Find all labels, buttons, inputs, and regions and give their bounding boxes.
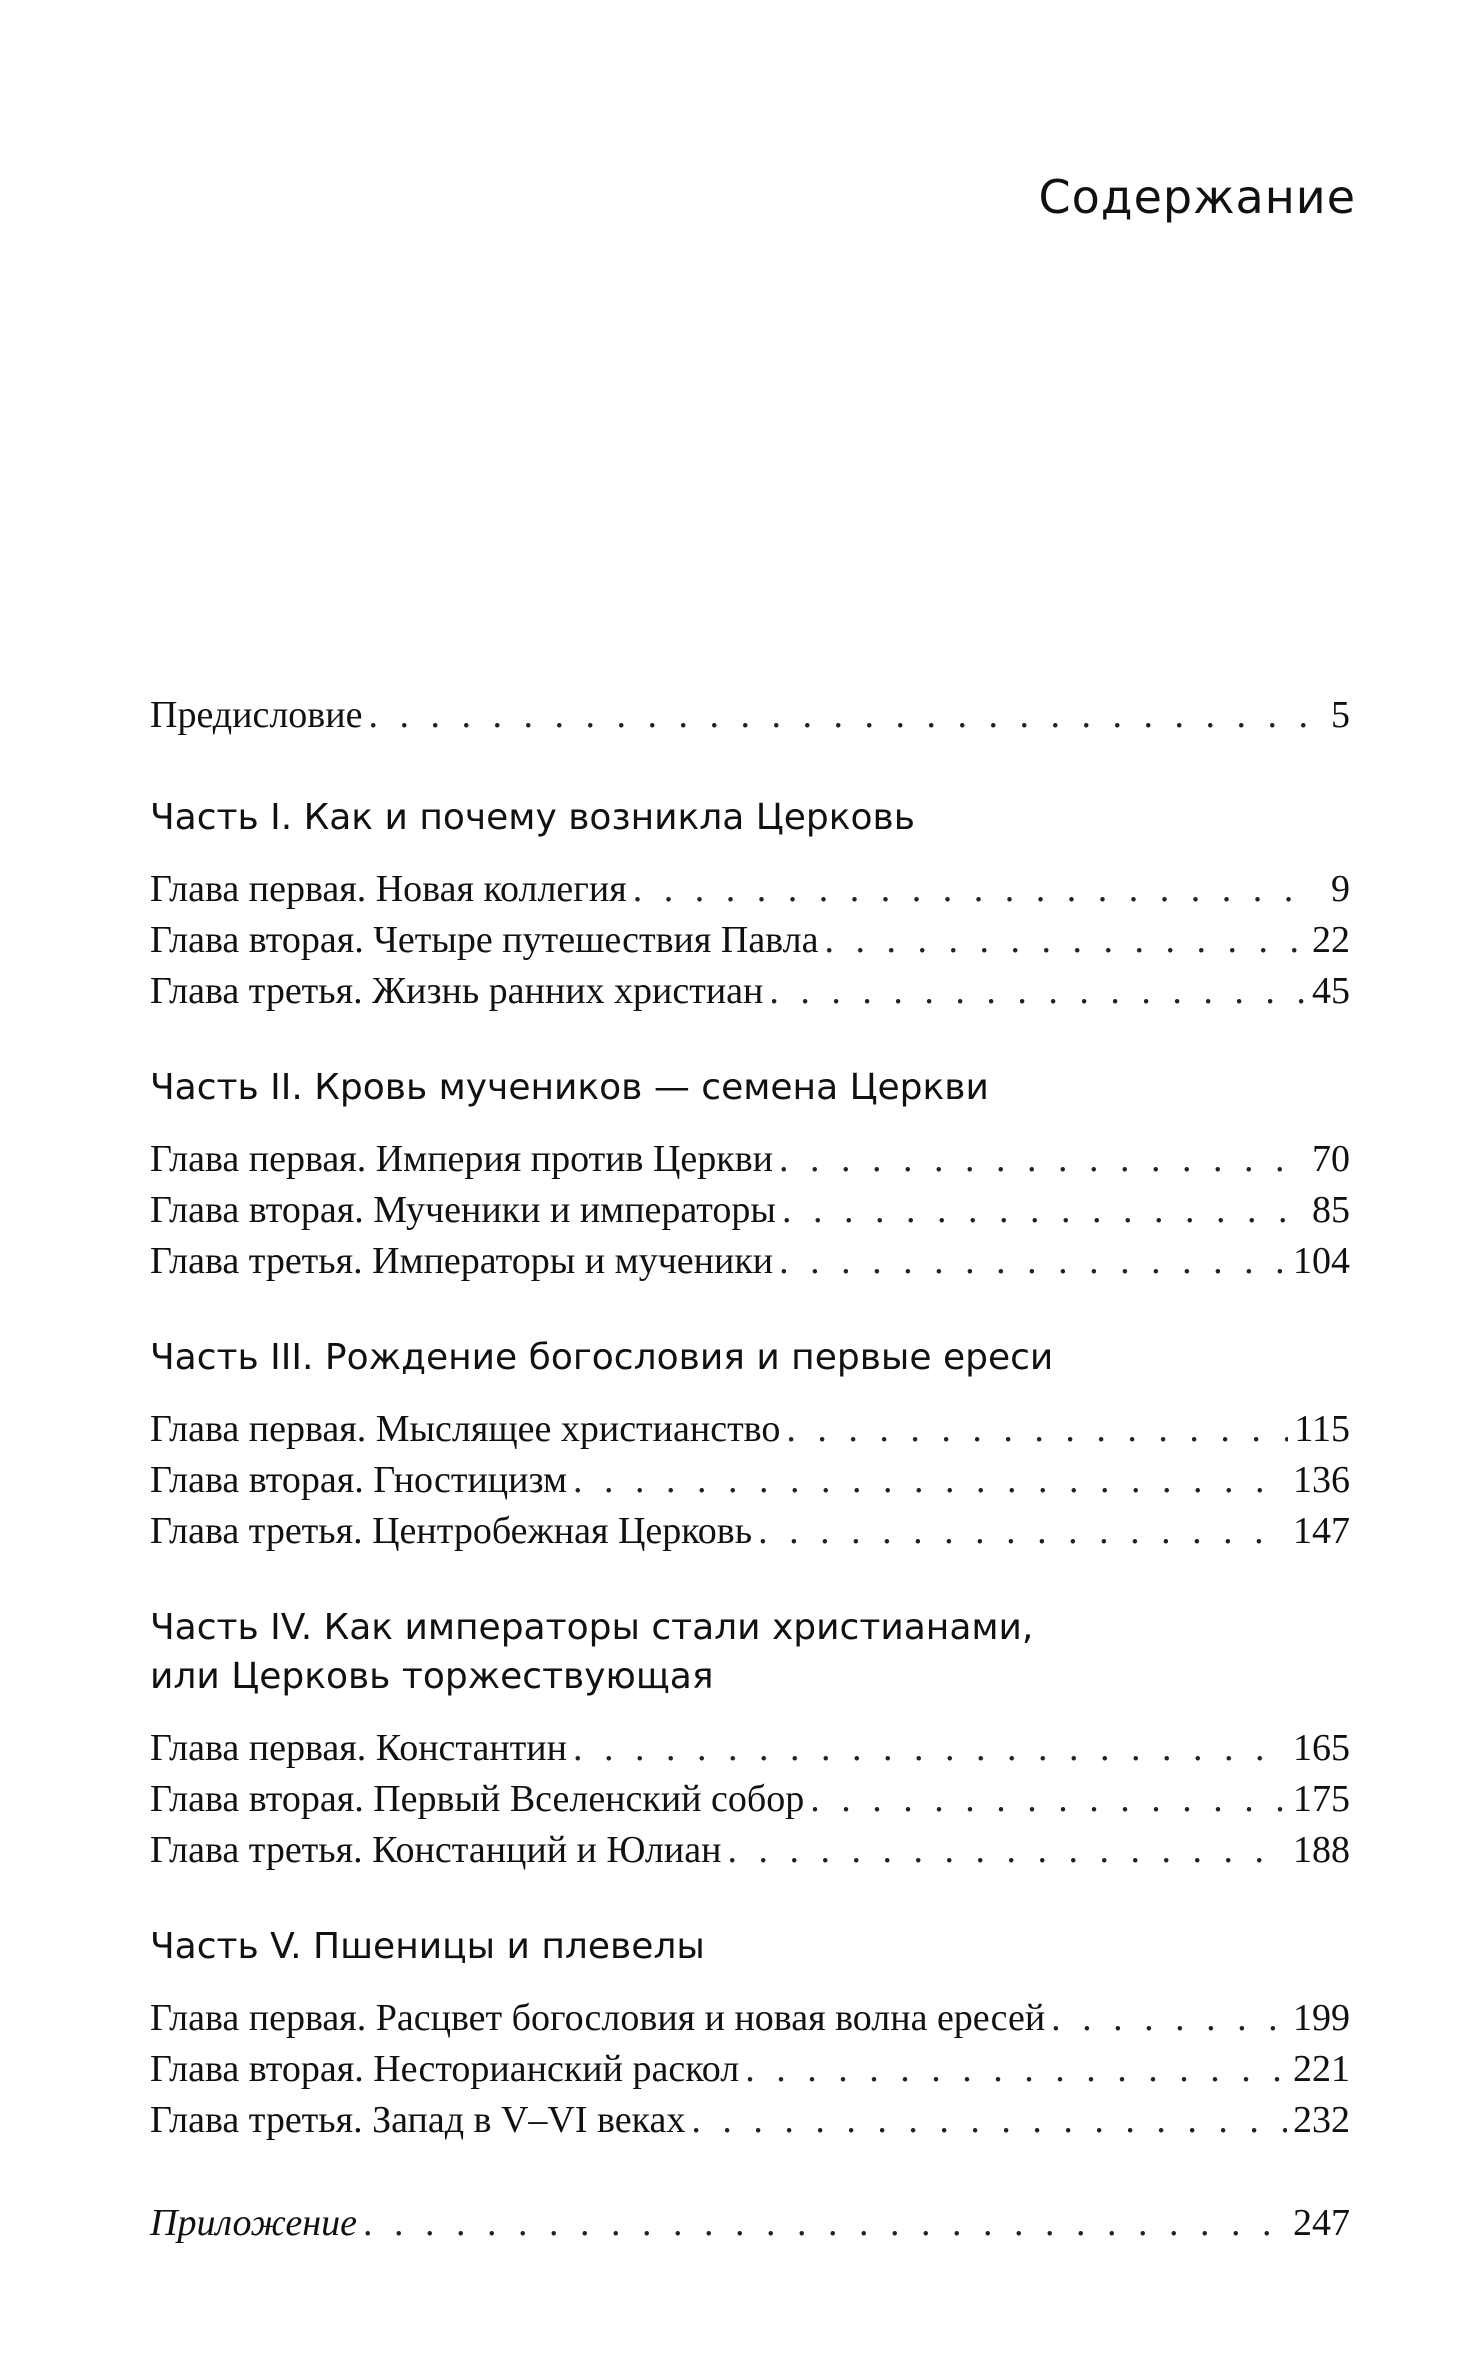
toc-entry-title: Глава первая. Мыслящее христианство <box>150 1408 781 1450</box>
toc-entry-title: Предисловие <box>150 694 363 736</box>
toc-entry-chapter[interactable] <box>150 1185 1350 1236</box>
toc-entry-chapter[interactable] <box>150 2044 1350 2095</box>
dot-leader <box>782 1185 1306 1236</box>
dot-leader <box>368 690 1314 741</box>
toc-entry-chapter[interactable] <box>150 1506 1350 1557</box>
toc-entry-chapter[interactable] <box>150 1134 1350 1185</box>
toc-entry-page: 115 <box>1294 1408 1350 1450</box>
toc-entry-title: Глава третья. Императоры и мученики <box>150 1240 774 1282</box>
toc-entry-page: 165 <box>1293 1727 1350 1769</box>
dot-leader <box>727 1825 1287 1876</box>
toc-entry-page: 45 <box>1312 970 1350 1012</box>
toc-entry-page: 188 <box>1293 1829 1350 1871</box>
toc-entry-chapter[interactable] <box>150 915 1350 966</box>
toc-entry-page: 175 <box>1293 1778 1350 1820</box>
dot-leader <box>769 966 1306 1017</box>
table-of-contents <box>150 690 1350 2249</box>
toc-entry-title: Глава третья. Запад в V–VI веках <box>150 2099 686 2141</box>
toc-entry-title: Глава вторая. Мученики и императоры <box>150 1189 776 1231</box>
toc-entry-chapter[interactable] <box>150 1236 1350 1287</box>
toc-entry-title: Глава вторая. Несторианский раскол <box>150 2048 740 2090</box>
dot-leader <box>786 1404 1288 1455</box>
toc-entry-title: Глава первая. Империя против Церкви <box>150 1138 774 1180</box>
toc-entry-chapter[interactable] <box>150 1455 1350 1506</box>
toc-entry-page: 5 <box>1331 694 1350 736</box>
toc-entry-chapter[interactable] <box>150 1723 1350 1774</box>
dot-leader <box>758 1506 1287 1557</box>
toc-entry-chapter[interactable] <box>150 966 1350 1017</box>
toc-entry-page: 9 <box>1331 868 1350 910</box>
toc-entry-preface[interactable] <box>150 690 1350 741</box>
dot-leader <box>633 864 1314 915</box>
toc-entry-title: Глава третья. Жизнь ранних христиан <box>150 970 764 1012</box>
part-heading-4: Часть IV. Как императоры стали христианами, <box>150 1607 1034 1648</box>
toc-entry-page: 70 <box>1312 1138 1350 1180</box>
part-heading-2: Часть II. Кровь мучеников — семена Церкви <box>150 1067 989 1108</box>
toc-entry-title: Глава вторая. Гностицизм <box>150 1459 567 1501</box>
dot-leader <box>573 1723 1287 1774</box>
toc-entry-title: Глава первая. Расцвет богословия и новая волна ересей <box>150 1997 1046 2039</box>
toc-entry-title: Глава вторая. Первый Вселенский собор <box>150 1778 805 1820</box>
dot-leader <box>1051 1993 1287 2044</box>
dot-leader <box>779 1134 1306 1185</box>
dot-leader <box>779 1236 1287 1287</box>
part-heading-4-line2: или Церковь торжествующая <box>150 1656 714 1697</box>
dot-leader <box>824 915 1306 966</box>
dot-leader <box>573 1455 1287 1506</box>
toc-entry-page: 22 <box>1312 919 1350 961</box>
part-heading-1: Часть I. Как и почему возникла Церковь <box>150 797 915 838</box>
toc-entry-chapter[interactable] <box>150 864 1350 915</box>
toc-entry-title: Глава первая. Константин <box>150 1727 567 1769</box>
toc-entry-chapter[interactable] <box>150 1825 1350 1876</box>
toc-entry-chapter[interactable] <box>150 1404 1350 1455</box>
page-title: Содержание <box>1038 170 1356 224</box>
toc-entry-page: 147 <box>1293 1510 1350 1552</box>
toc-entry-page: 221 <box>1293 2048 1350 2090</box>
toc-entry-title: Приложение <box>150 2202 357 2244</box>
dot-leader <box>745 2044 1287 2095</box>
toc-entry-page: 247 <box>1293 2202 1350 2244</box>
toc-entry-title: Глава первая. Новая коллегия <box>150 868 627 910</box>
toc-entry-page: 199 <box>1293 1997 1350 2039</box>
toc-entry-appendix[interactable] <box>150 2198 1350 2249</box>
toc-entry-page: 232 <box>1293 2099 1350 2141</box>
toc-entry-title: Глава третья. Констанций и Юлиан <box>150 1829 722 1871</box>
toc-entry-title: Глава вторая. Четыре путешествия Павла <box>150 919 819 961</box>
dot-leader <box>363 2198 1287 2249</box>
toc-entry-page: 85 <box>1312 1189 1350 1231</box>
toc-entry-page: 136 <box>1293 1459 1350 1501</box>
toc-entry-title: Глава третья. Центробежная Церковь <box>150 1510 753 1552</box>
dot-leader <box>810 1774 1287 1825</box>
dot-leader <box>691 2095 1287 2146</box>
part-heading-3: Часть III. Рождение богословия и первые ереси <box>150 1337 1054 1378</box>
toc-entry-chapter[interactable] <box>150 1774 1350 1825</box>
part-heading-5: Часть V. Пшеницы и плевелы <box>150 1926 705 1967</box>
toc-entry-page: 104 <box>1293 1240 1350 1282</box>
toc-entry-chapter[interactable] <box>150 1993 1350 2044</box>
toc-entry-chapter[interactable] <box>150 2095 1350 2146</box>
